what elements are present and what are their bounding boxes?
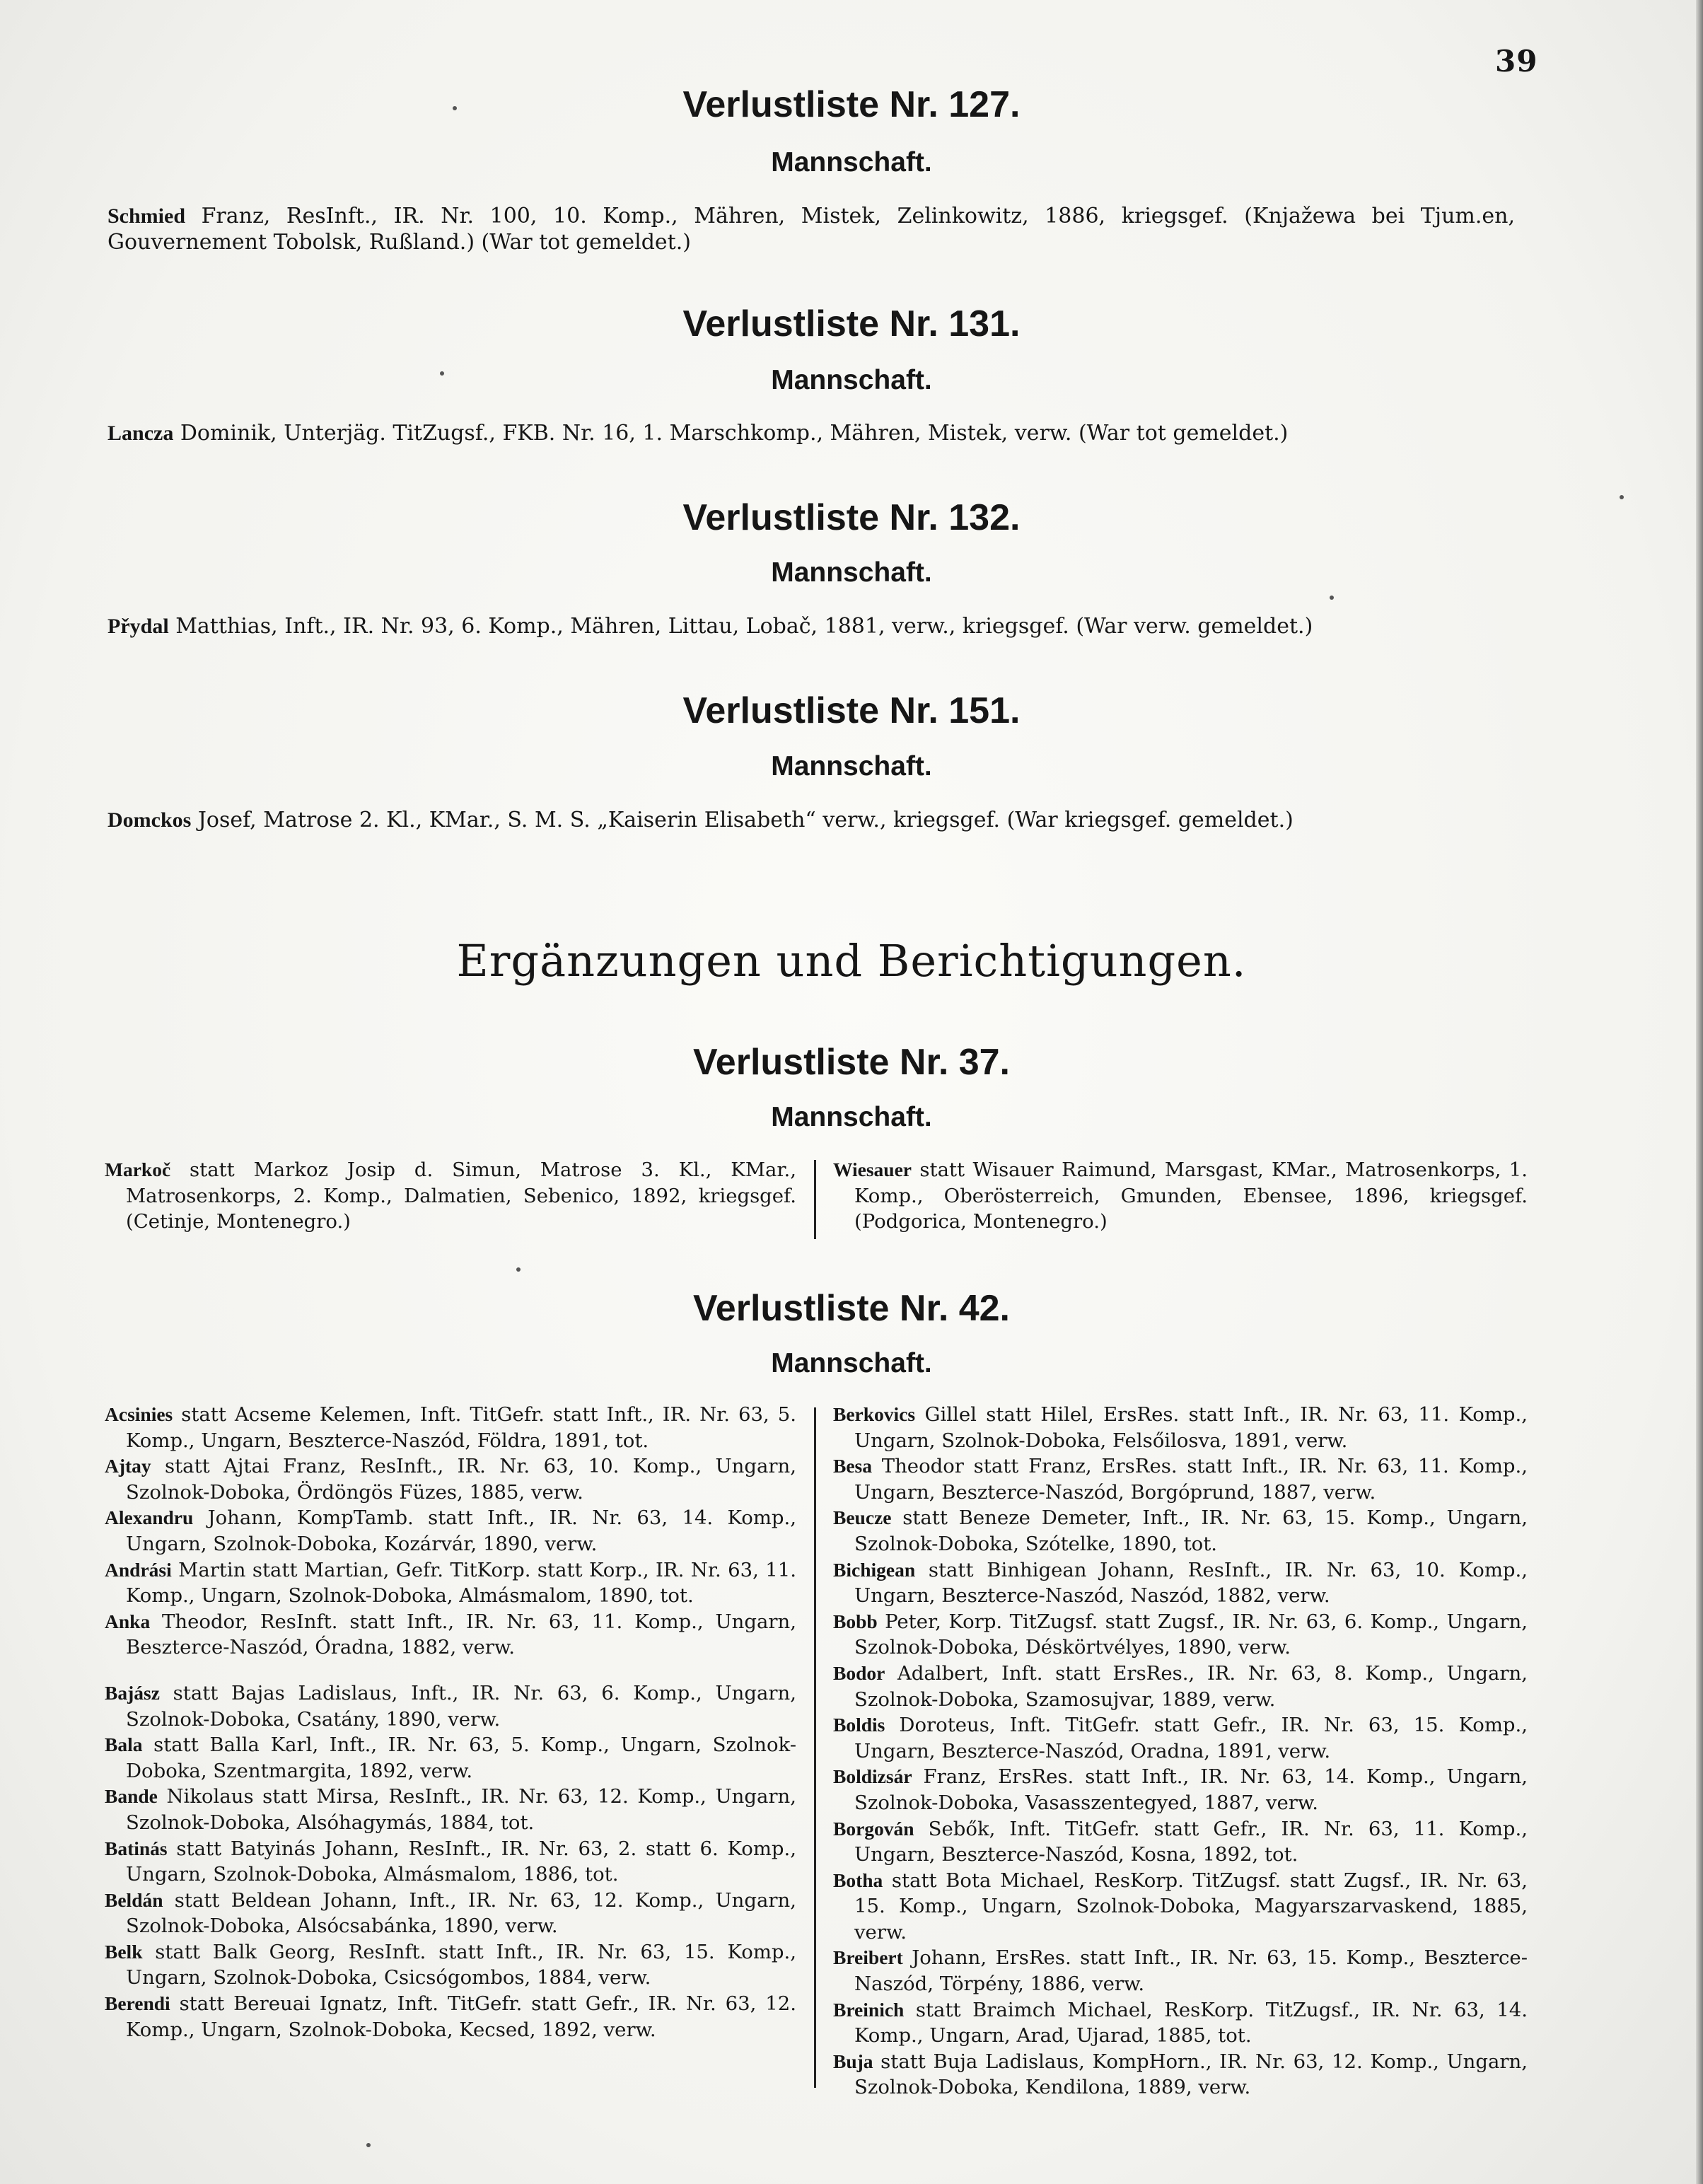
entry-text: Theodor statt Franz, ErsRes. statt Inft., IR. Nr. 63, 11. Komp., Ungarn, Beszterce-Naszód, Borgóprund, 1887, verw. <box>854 1455 1528 1504</box>
list-item <box>105 1888 796 1939</box>
left-column <box>105 1157 796 1235</box>
entry-name: Bobb <box>833 1610 878 1632</box>
entry-name: Berendi <box>105 1992 170 2015</box>
entry-text: Franz, ResInft., IR. Nr. 100, 10. Komp., Mähren, Mistek, Zelinkowitz, 1886, kriegsgef. (Knjažewa bei Tjum.en, Gouvernement Tobolsk, Rußland.) (War tot gemeldet.) <box>107 204 1515 255</box>
list-item <box>833 1453 1528 1505</box>
subheading: Mannschaft. <box>771 365 932 395</box>
entry-name: Andrási <box>105 1558 172 1581</box>
subheading: Mannschaft. <box>771 147 932 178</box>
list-item <box>833 1661 1528 1712</box>
list-item <box>105 1732 796 1784</box>
list-item <box>833 1505 1528 1557</box>
entry-text: Johann, KompTamb. statt Inft., IR. Nr. 63, 14. Komp., Ungarn, Szolnok-Doboka, Kozárvár, 1890, verw. <box>126 1506 796 1555</box>
list-item <box>105 1836 796 1888</box>
entry-text: statt Beldean Johann, Inft., IR. Nr. 63, 12. Komp., Ungarn, Szolnok-Doboka, Alsócsabánka, 1890, verw. <box>126 1888 796 1938</box>
page-number: 39 <box>1495 44 1538 79</box>
column-divider <box>814 1407 816 2088</box>
entry-name: Bande <box>105 1785 158 1808</box>
list-title: Verlustliste Nr. 151. <box>682 690 1021 731</box>
entry-name: Buja <box>833 2050 873 2072</box>
list-item <box>105 1157 796 1235</box>
right-column <box>833 1402 1528 2101</box>
loss-entry <box>107 613 1515 639</box>
entry-name: Berkovics <box>833 1403 916 1425</box>
entry-name: Domckos <box>107 808 192 832</box>
entry-name: Bichigean <box>833 1558 916 1581</box>
subheading: Mannschaft. <box>771 1102 932 1132</box>
entry-text: Nikolaus statt Mirsa, ResInft., IR. Nr. 63, 12. Komp., Ungarn, Szolnok-Doboka, Alsóhagymás, 1884, tot. <box>126 1785 796 1834</box>
entry-name: Bajász <box>105 1681 160 1704</box>
entry-name: Acsinies <box>105 1403 173 1425</box>
list-title: Verlustliste Nr. 127. <box>682 84 1021 125</box>
list-item <box>833 1712 1528 1764</box>
subheading: Mannschaft. <box>771 1348 932 1378</box>
entry-text: statt Balla Karl, Inft., IR. Nr. 63, 5. Komp., Ungarn, Szolnok-Doboka, Szentmargita, 1892, verw. <box>126 1733 796 1782</box>
scan-speck <box>366 2143 371 2147</box>
entry-name: Boldizsár <box>833 1765 912 1788</box>
scan-speck <box>1620 495 1624 499</box>
list-item <box>833 1816 1528 1868</box>
entry-text: statt Binhigean Johann, ResInft., IR. Nr. 63, 10. Komp., Ungarn, Beszterce-Naszód, Naszód, 1882, verw. <box>854 1558 1528 1608</box>
entry-name: Lancza <box>107 422 174 445</box>
right-column <box>833 1157 1528 1235</box>
entry-text: Johann, ErsRes. statt Inft., IR. Nr. 63, 15. Komp., Beszterce-Naszód, Törpény, 1886, verw. <box>854 1946 1528 1996</box>
entry-text: statt Markoz Josip d. Simun, Matrose 3. Kl., KMar., Matrosenkorps, 2. Komp., Dalmatien, Sebenico, 1892, kriegsgef. (Cetinje, Montenegro.) <box>126 1158 796 1233</box>
entry-text: statt Ajtai Franz, ResInft., IR. Nr. 63, 10. Komp., Ungarn, Szolnok-Doboka, Ördöngös Füzes, 1885, verw. <box>126 1455 796 1504</box>
list-item <box>105 1402 796 1453</box>
entry-name: Beldán <box>105 1888 163 1911</box>
entry-text: Theodor, ResInft. statt Inft., IR. Nr. 63, 11. Komp., Ungarn, Beszterce-Naszód, Óradna, 1882, verw. <box>126 1610 796 1659</box>
entry-name: Beucze <box>833 1506 892 1529</box>
entry-text: statt Bajas Ladislaus, Inft., IR. Nr. 63, 6. Komp., Ungarn, Szolnok-Doboka, Csatány, 1890, verw. <box>126 1681 796 1731</box>
entry-name: Ajtay <box>105 1455 151 1477</box>
list-item <box>105 1680 796 1732</box>
entry-text: Matthias, Inft., IR. Nr. 93, 6. Komp., Mähren, Littau, Lobač, 1881, verw., kriegsgef. (War verw. gemeldet.) <box>168 614 1313 639</box>
entry-text: statt Wisauer Raimund, Marsgast, KMar., Matrosenkorps, 1. Komp., Oberösterreich, Gmunden, Ebensee, 1896, kriegsgef. (Podgorica, Montenegro.) <box>854 1158 1528 1233</box>
list-item <box>105 1557 796 1609</box>
entry-name: Boldis <box>833 1714 885 1736</box>
entry-name: Besa <box>833 1455 872 1477</box>
entry-name: Breibert <box>833 1946 903 1969</box>
entry-text: statt Balk Georg, ResInft. statt Inft., IR. Nr. 63, 15. Komp., Ungarn, Szolnok-Doboka, Csicsógombos, 1884, verw. <box>126 1940 796 1990</box>
loss-entry <box>107 203 1515 255</box>
entry-text: statt Batyinás Johann, ResInft., IR. Nr. 63, 2. statt 6. Komp., Ungarn, Szolnok-Doboka, Almásmalom, 1886, tot. <box>126 1837 796 1886</box>
entry-text: Adalbert, Inft. statt ErsRes., IR. Nr. 63, 8. Komp., Ungarn, Szolnok-Doboka, Szamosujvar, 1889, verw. <box>854 1661 1528 1711</box>
entry-text: statt Bereuai Ignatz, Inft. TitGefr. statt Gefr., IR. Nr. 63, 12. Komp., Ungarn, Szolnok-Doboka, Kecsed, 1892, verw. <box>126 1992 796 2041</box>
list-item <box>833 1557 1528 1609</box>
entry-name: Schmied <box>107 204 186 228</box>
entry-text: Josef, Matrose 2. Kl., KMar., S. M. S. „Kaiserin Elisabeth“ verw., kriegsgef. (War kriegsgef. gemeldet.) <box>191 808 1294 832</box>
list-item <box>833 1997 1528 2049</box>
entry-name: Borgován <box>833 1817 914 1840</box>
entry-text: statt Braimch Michael, ResKorp. TitZugsf., IR. Nr. 63, 14. Komp., Ungarn, Arad, Ujarad, 1885, tot. <box>854 1998 1528 2047</box>
entry-name: Botha <box>833 1869 883 1891</box>
entry-text: Martin statt Martian, Gefr. TitKorp. statt Korp., IR. Nr. 63, 11. Komp., Ungarn, Szolnok-Doboka, Almásmalom, 1890, tot. <box>126 1558 796 1608</box>
entry-text: Franz, ErsRes. statt Inft., IR. Nr. 63, 14. Komp., Ungarn, Szolnok-Doboka, Vasasszentegyed, 1887, verw. <box>854 1765 1528 1814</box>
list-item <box>833 1868 1528 1946</box>
list-item <box>105 1991 796 2043</box>
entry-name: Wiesauer <box>833 1158 912 1180</box>
list-title: Verlustliste Nr. 37. <box>692 1042 1011 1083</box>
loss-entry <box>107 420 1515 446</box>
entry-text: Dominik, Unterjäg. TitZugsf., FKB. Nr. 16, 1. Marschkomp., Mähren, Mistek, verw. (War tot gemeldet.) <box>173 421 1289 446</box>
entry-name: Belk <box>105 1940 143 1963</box>
scan-speck <box>440 371 444 376</box>
left-column <box>105 1402 796 2043</box>
entry-name: Přydal <box>107 615 169 638</box>
scan-speck <box>1330 596 1334 600</box>
list-item <box>105 1453 796 1505</box>
list-item <box>105 1784 796 1835</box>
list-item <box>833 1945 1528 1997</box>
entry-text: statt Beneze Demeter, Inft., IR. Nr. 63, 15. Komp., Ungarn, Szolnok-Doboka, Szótelke, 1890, tot. <box>854 1506 1528 1555</box>
entry-text: Peter, Korp. TitZugsf. statt Zugsf., IR. Nr. 63, 6. Komp., Ungarn, Szolnok-Doboka, Déskörtvélyes, 1890, verw. <box>854 1610 1528 1659</box>
list-item <box>833 1402 1528 1453</box>
entry-name: Batinás <box>105 1837 168 1859</box>
list-item <box>833 1157 1528 1235</box>
entry-text: Sebők, Inft. TitGefr. statt Gefr., IR. Nr. 63, 11. Komp., Ungarn, Beszterce-Naszód, Kosna, 1892, tot. <box>854 1817 1528 1866</box>
list-item <box>833 1609 1528 1661</box>
entry-text: statt Bota Michael, ResKorp. TitZugsf. statt Zugsf., IR. Nr. 63, 15. Komp., Ungarn, Szolnok-Doboka, Magyarszarvaskend, 1885, verw. <box>854 1869 1528 1944</box>
entry-name: Bodor <box>833 1661 885 1684</box>
scan-speck <box>516 1267 521 1272</box>
entry-name: Alexandru <box>105 1506 194 1529</box>
entry-text: statt Buja Ladislaus, KompHorn., IR. Nr. 63, 12. Komp., Ungarn, Szolnok-Doboka, Kendilona, 1889, verw. <box>854 2050 1528 2099</box>
entry-text: Doroteus, Inft. TitGefr. statt Gefr., IR. Nr. 63, 15. Komp., Ungarn, Beszterce-Naszód, Oradna, 1891, verw. <box>854 1714 1528 1762</box>
entry-text: statt Acseme Kelemen, Inft. TitGefr. statt Inft., IR. Nr. 63, 5. Komp., Ungarn, Beszterce-Naszód, Földra, 1891, tot. <box>126 1403 796 1452</box>
column-divider <box>814 1160 816 1239</box>
list-item <box>105 1939 796 1991</box>
subheading: Mannschaft. <box>771 557 932 588</box>
list-title: Verlustliste Nr. 131. <box>682 303 1021 344</box>
entry-name: Bala <box>105 1733 143 1756</box>
list-title: Verlustliste Nr. 132. <box>682 497 1021 538</box>
entry-name: Anka <box>105 1610 151 1632</box>
entry-name: Markoč <box>105 1158 171 1180</box>
section-title: Ergänzungen und Berichtigungen. <box>456 935 1247 987</box>
entry-text: Gillel statt Hilel, ErsRes. statt Inft., IR. Nr. 63, 11. Komp., Ungarn, Szolnok-Doboka, Felsőilosva, 1891, verw. <box>854 1403 1528 1452</box>
list-item <box>105 1505 796 1557</box>
list-title: Verlustliste Nr. 42. <box>692 1288 1011 1329</box>
subheading: Mannschaft. <box>771 751 932 782</box>
list-item <box>105 1609 796 1661</box>
scan-speck <box>453 106 457 110</box>
list-item <box>833 2049 1528 2101</box>
entry-name: Breinich <box>833 1998 905 2021</box>
loss-entry <box>107 807 1515 833</box>
list-item <box>833 1764 1528 1816</box>
